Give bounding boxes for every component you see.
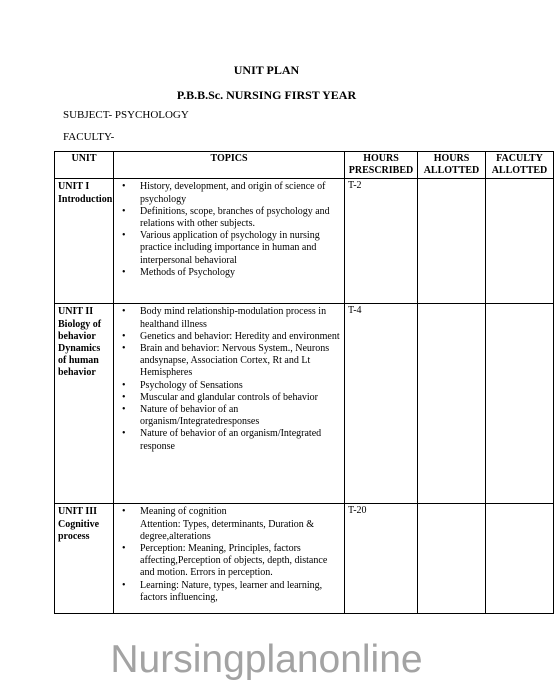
column-header-topics: TOPICS [114, 152, 345, 179]
table-row [55, 304, 554, 504]
topic-list [114, 506, 342, 604]
unit-plan-table [54, 151, 554, 614]
topic-item: • Body mind relationship-modulation process in healthand illness [140, 306, 342, 330]
topics-cell [114, 179, 345, 304]
table-row [55, 179, 554, 304]
topic-list [114, 181, 342, 279]
topic-item: • Perception: Meaning, Principles, factors affecting,Perception of objects, depth, distance and motion. Errors in perception. [140, 543, 342, 580]
topic-list [114, 306, 342, 452]
table-row [55, 504, 554, 614]
column-header-unit: UNIT [55, 152, 114, 179]
hours-allotted-cell [418, 179, 486, 304]
column-header-hours-prescribed: HOURS PRESCRIBED [345, 152, 418, 179]
column-header-faculty-allotted: FACULTY ALLOTTED [486, 152, 554, 179]
unit-cell: UNIT I Introduction [55, 179, 114, 304]
topics-cell [114, 504, 345, 614]
subject-line: SUBJECT- PSYCHOLOGY [63, 109, 189, 121]
hours-allotted-cell [418, 504, 486, 614]
topic-item: • Methods of Psychology [140, 267, 342, 279]
topic-item: • Learning: Nature, types, learner and learning, factors influencing, [140, 580, 342, 604]
table-header-row [55, 152, 554, 179]
topic-item: • Nature of behavior of an organism/Integrated response [140, 428, 342, 452]
topic-item: • Muscular and glandular controls of behavior [140, 392, 342, 404]
topic-item: • Various application of psychology in nursing practice including importance in human and interpersonal behavioral [140, 230, 342, 267]
topic-item: • Definitions, scope, branches of psychology and relations with other subjects. [140, 206, 342, 230]
faculty-allotted-cell [486, 304, 554, 504]
unit-cell: UNIT III Cognitive process [55, 504, 114, 614]
hours-prescribed-cell: T-4 [345, 304, 418, 504]
faculty-line: FACULTY- [63, 131, 115, 143]
watermark-text: Nursingplanonline [110, 638, 423, 681]
hours-prescribed-cell: T-20 [345, 504, 418, 614]
table-body [55, 179, 554, 614]
hours-prescribed-cell: T-2 [345, 179, 418, 304]
topic-item: • Nature of behavior of an organism/Integratedresponses [140, 404, 342, 428]
page-subtitle: P.B.B.Sc. NURSING FIRST YEAR [176, 88, 357, 102]
topic-item: • History, development, and origin of science of psychology [140, 181, 342, 205]
topic-item: • Psychology of Sensations [140, 380, 342, 392]
topic-item: • Meaning of cognition Attention: Types, determinants, Duration & degree,alterations [140, 506, 342, 543]
column-header-hours-allotted: HOURS ALLOTTED [418, 152, 486, 179]
faculty-allotted-cell [486, 179, 554, 304]
unit-cell: UNIT II Biology of behavior Dynamics of human behavior [55, 304, 114, 504]
topic-item: • Brain and behavior: Nervous System., Neurons andsynapse, Association Cortex, Rt and Lt Hemispheres [140, 343, 342, 380]
page-title: UNIT PLAN [233, 63, 300, 77]
hours-allotted-cell [418, 304, 486, 504]
topic-item: • Genetics and behavior: Heredity and environment [140, 331, 342, 343]
topics-cell [114, 304, 345, 504]
faculty-allotted-cell [486, 504, 554, 614]
